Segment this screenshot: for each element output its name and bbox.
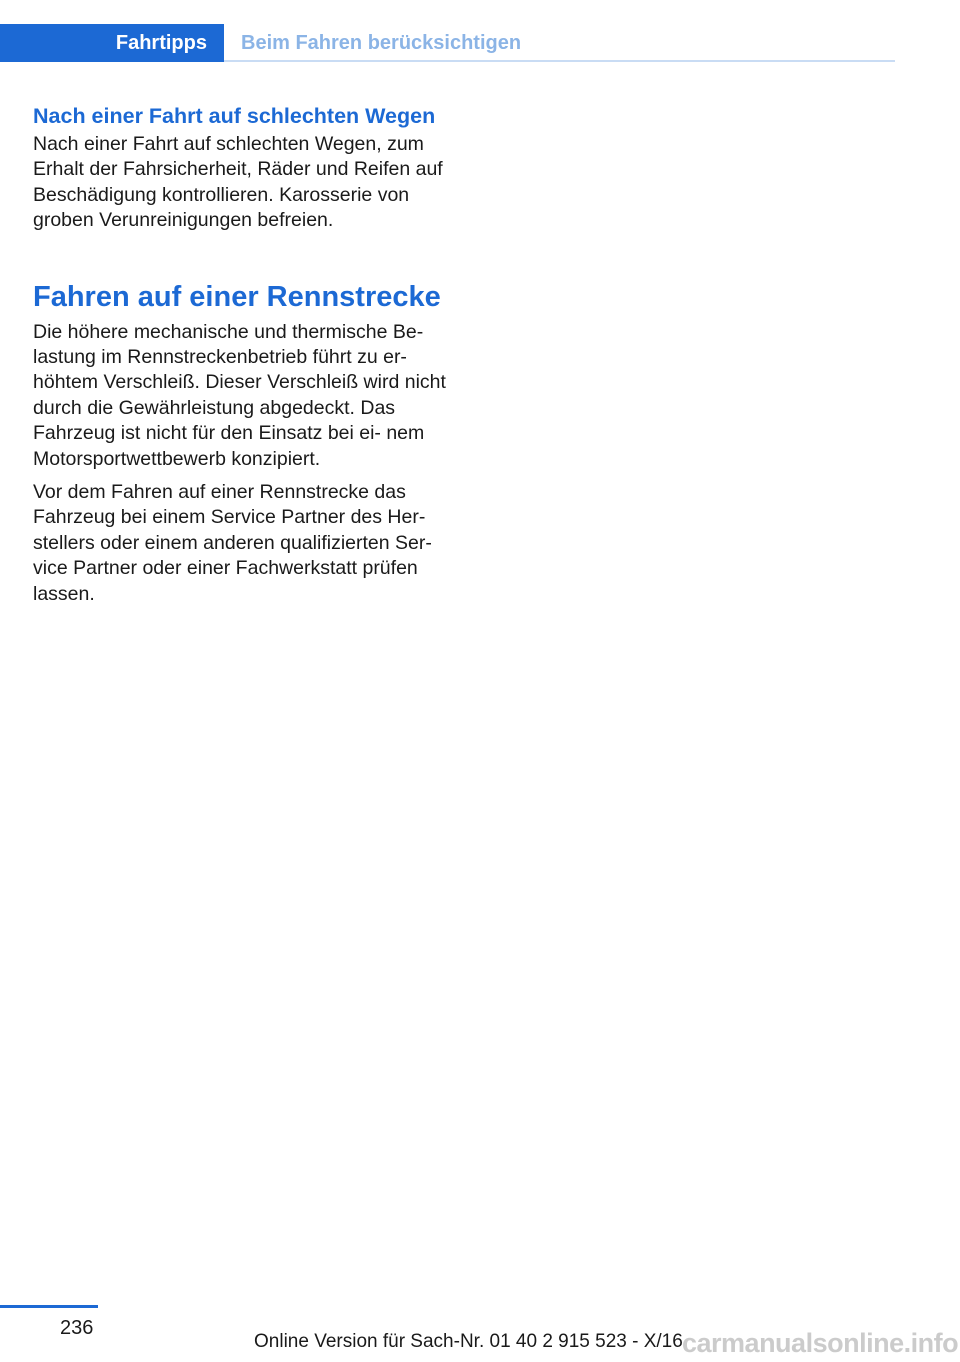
page-header [0, 24, 895, 62]
chapter-tab: Fahrtipps [0, 24, 224, 62]
footer-divider [0, 1305, 98, 1308]
paragraph-rough-roads: Nach einer Fahrt auf schlechten Wegen, zum Erhalt der Fahrsicherheit, Räder und Reifen auf Beschädigung kontrollieren. Karosserie von groben Verunreinigungen befreien. [33, 133, 443, 232]
online-version-note: Online Version für Sach-Nr. 01 40 2 915 523 - X/16 [254, 1331, 683, 1352]
page-number: 236 [60, 1317, 94, 1339]
section-tab: Beim Fahren berücksichtigen [241, 32, 522, 54]
paragraph-race-track-check: Vor dem Fahren auf einer Rennstrecke das Fahrzeug bei einem Service Partner des Her‐ stellers oder einem anderen qualifizierten Ser‐ vice Partner oder einer Fachwerkstatt prüfen lassen. [33, 481, 432, 605]
header-divider [224, 60, 895, 62]
paragraph-race-track-wear: Die höhere mechanische und thermische Be‐ lastung im Rennstreckenbetrieb führt zu er‐ höhtem Verschleiß. Dieser Verschleiß wird nicht durch die Gewährleistung abgedeckt. Das Fahrzeug ist nicht für den Einsatz bei ei‐ nem Motorsportwettbewerb konzipiert. [33, 320, 446, 470]
section-heading-race-track: Fahren auf einer Rennstrecke [33, 280, 441, 313]
watermark-logo: carmanualsonline.info [682, 1328, 959, 1358]
section-heading-rough-roads: Nach einer Fahrt auf schlechten Wegen [33, 104, 436, 128]
main-content [33, 104, 453, 615]
